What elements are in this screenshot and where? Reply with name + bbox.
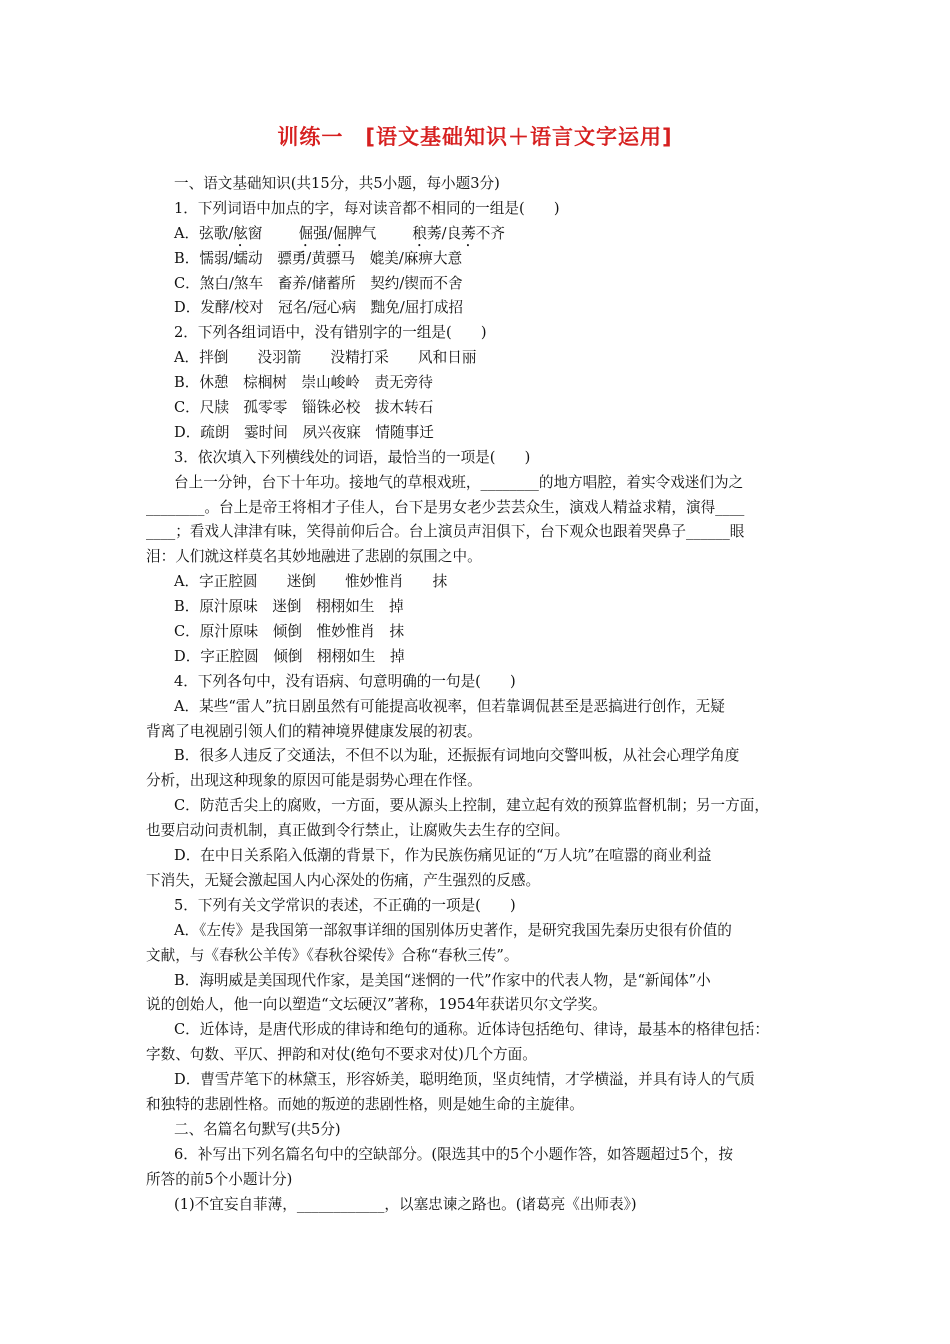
option-c — [174, 272, 814, 297]
option-b-line: B．海明威是美国现代作家，是美国“迷惘的一代”作家中的代表人物，是“新闻体”小 — [174, 971, 711, 989]
text-segment: 莠/良 — [427, 224, 462, 242]
option-a-line: A．某些“雷人”抗日剧虽然有可能提高收视率，但若靠调侃甚至是恶搞进行创作，无疑 — [174, 697, 725, 715]
question-stem: 3．依次填入下列横线处的词语，最恰当的一项是( ) — [174, 448, 531, 466]
question-stem: 4．下列各句中，没有语病、句意明确的一句是( ) — [174, 672, 516, 690]
text-segment: 弦歌/ — [199, 224, 234, 242]
option-b-line: 说的创始人，他一向以塑造“文坛硬汉”著称，1954年获诺贝尔文学奖。 — [146, 996, 607, 1014]
option-label: D． — [174, 299, 201, 317]
option-d-line: 下消失，无疑会激起国人内心深处的伤痛，产生强烈的反感。 — [146, 871, 541, 889]
option-label: C． — [174, 274, 200, 292]
dotted-char: 稂 — [412, 224, 428, 242]
text-segment: 不齐 — [475, 224, 505, 242]
question-stem: 5．下列有关文学常识的表述，不正确的一项是( ) — [174, 896, 516, 914]
option-label: A． — [174, 224, 200, 242]
option-a: A．拌倒 没羽箭 没精打采 风和日丽 — [174, 349, 477, 367]
option-label: B． — [174, 249, 200, 267]
option-text: 懦弱/蠕动 骠勇/黄骠马 媲美/麻痹大意 — [199, 249, 463, 267]
document-body — [146, 172, 814, 1217]
text-segment: 窗 — [247, 224, 263, 242]
option-d-line: D．在中日关系陷入低潮的背景下，作为民族伤痛见证的“万人坑”在喧嚣的商业利益 — [174, 847, 712, 865]
option-d-line: 和独特的悲剧性格。而她的叛逆的悲剧性格，则是她生命的主旋律。 — [146, 1095, 584, 1113]
question-stem: 1．下列词语中加点的字，每对读音都不相同的一组是( ) — [174, 199, 560, 217]
option-b: B．休憩 棕榈树 崇山峻岭 责无旁待 — [174, 374, 433, 392]
section-heading: 二、名篇名句默写(共5分) — [174, 1120, 341, 1138]
dotted-char: 莠 — [461, 224, 476, 242]
option-c-line: C．防范舌尖上的腐败，一方面，要从源头上控制，建立起有效的预算监督机制；另一方面， — [174, 797, 769, 815]
option-a-line: 背离了电视剧引领人们的精神境界健康发展的初衷。 — [146, 722, 482, 740]
option-a-line: 文献，与《春秋公羊传》《春秋谷梁传》合称“春秋三传”。 — [146, 946, 519, 964]
option-c-line: 字数、句数、平仄、押韵和对仗(绝句不要求对仗)几个方面。 — [146, 1046, 537, 1064]
option-b — [174, 247, 814, 272]
question-stem: 所答的前5个小题计分) — [146, 1170, 293, 1188]
text-segment: 强/ — [313, 224, 333, 242]
passage-line: ____；看戏人津津有味，笑得前仰后合。台上演员声泪俱下，台下观众也跟着哭鼻子______眼 — [146, 523, 745, 541]
passage-line: ________。台上是帝王将相才子佳人，台下是男女老少芸芸众生，演戏人精益求精，演得____ — [146, 498, 745, 516]
option-b-line: 分析，出现这种现象的原因可能是弱势心理在作怪。 — [146, 772, 482, 790]
option-b-line: B．很多人违反了交通法，不但不以为耻，还振振有词地向交警叫板，从社会心理学角度 — [174, 747, 740, 765]
option-text: 煞白/煞车 畜养/储蓄所 契约/锲而不舍 — [199, 274, 463, 292]
text-segment: 脾气 — [347, 224, 377, 242]
dotted-char: 倔 — [332, 224, 348, 242]
option-c: C．尺牍 孤零零 锱铢必校 拔木转石 — [174, 399, 434, 417]
question-stem: 2．下列各组词语中，没有错别字的一组是( ) — [174, 324, 487, 342]
option-d: D．疏朗 霎时间 夙兴夜寐 情随事迁 — [174, 423, 434, 441]
word-pair — [199, 225, 262, 242]
option-c-line: 也要启动问责机制，真正做到令行禁止，让腐败失去生存的空间。 — [146, 822, 570, 840]
passage-line: 台上一分钟，台下十年功。接地气的草根戏班，________的地方唱腔，着实令戏迷们为之 — [174, 473, 744, 491]
word-pair — [298, 225, 376, 242]
question-stem: 6．补写出下列名篇名句中的空缺部分。(限选其中的5个小题作答，如答题超过5个，按 — [174, 1145, 733, 1163]
option-d: D．字正腔圆 倾倒 栩栩如生 掉 — [174, 647, 405, 665]
option-a — [174, 222, 814, 247]
dotted-char: 舷 — [233, 224, 248, 242]
option-a-line: A．《左传》是我国第一部叙事详细的国别体历史著作，是研究我国先秦历史很有价值的 — [174, 921, 732, 939]
section-heading: 一、语文基础知识(共15分，共5小题，每小题3分) — [174, 175, 500, 192]
option-b: B．原汁原味 迷倒 栩栩如生 掉 — [174, 598, 404, 616]
option-d-line: D．曹雪芹笔下的林黛玉，形容娇美，聪明绝顶，坚贞纯情，才学横溢，并具有诗人的气质 — [174, 1071, 755, 1089]
page-title: 训练一 [语文基础知识＋语言文字运用] — [277, 125, 673, 149]
option-c-line: C．近体诗，是唐代形成的律诗和绝句的通称。近体诗包括绝句、律诗，最基本的格律包括： — [174, 1021, 769, 1039]
word-pair — [412, 225, 505, 242]
option-c: C．原汁原味 倾倒 惟妙惟肖 抹 — [174, 623, 405, 641]
option-d — [174, 296, 814, 321]
option-text: 发酵/校对 冠名/冠心病 黜免/屈打成招 — [200, 299, 464, 317]
dotted-char: 倔 — [298, 224, 314, 242]
fill-blank-item: (1)不宜妄自菲薄，____________，以塞忠谏之路也。(诸葛亮《出师表》) — [174, 1195, 637, 1213]
option-a: A．字正腔圆 迷倒 惟妙惟肖 抹 — [174, 573, 448, 591]
passage-line: 泪：人们就这样莫名其妙地融进了悲剧的氛围之中。 — [146, 548, 482, 566]
